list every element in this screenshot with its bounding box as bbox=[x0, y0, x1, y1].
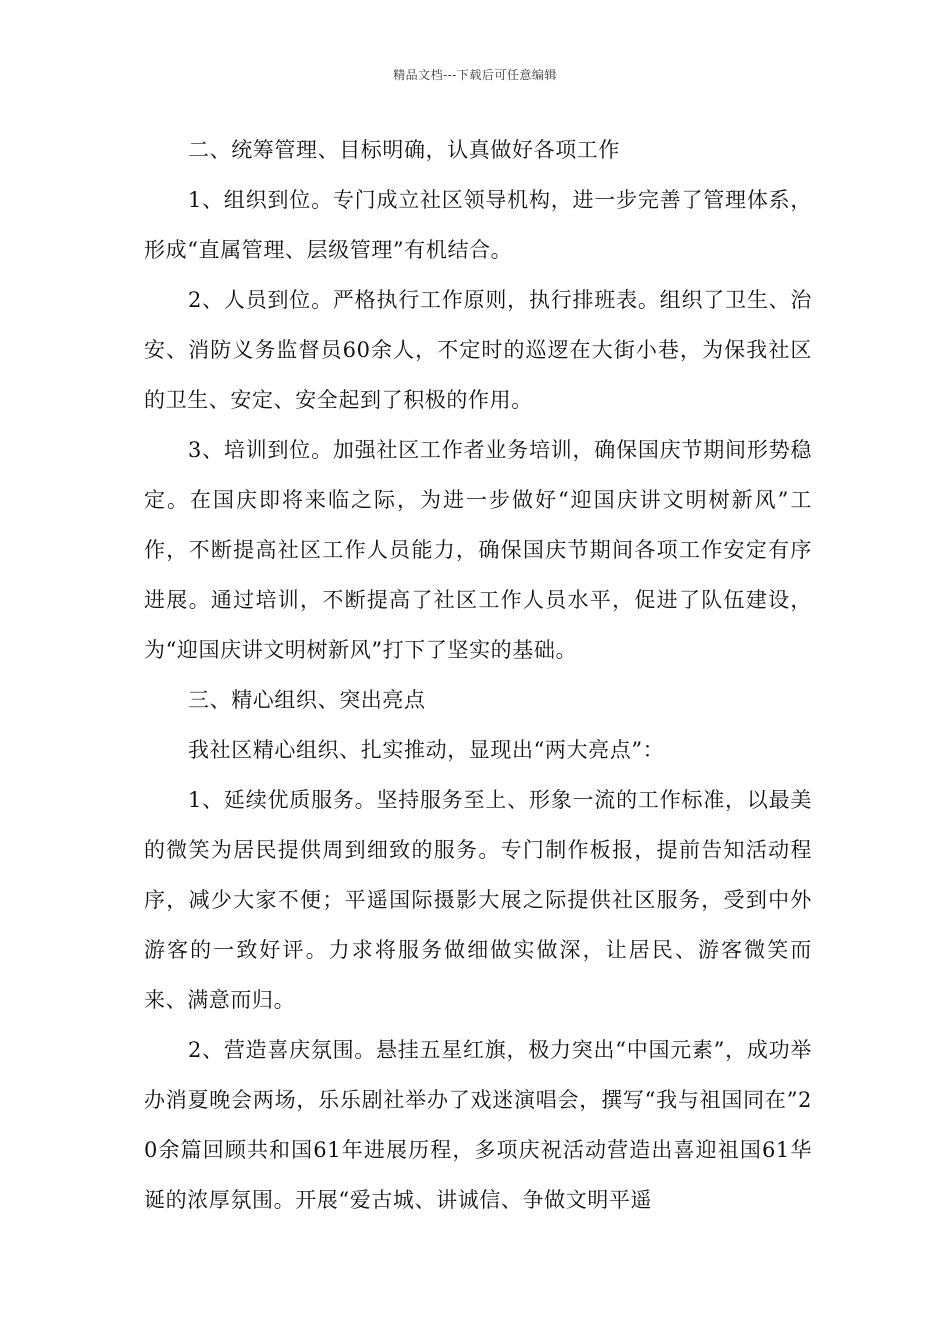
paragraph-organization: 1、组织到位。专门成立社区领导机构，进一步完善了管理体系，形成“直属管理、层级管理”有机结合。 bbox=[144, 188, 812, 262]
paragraph-personnel: 2、人员到位。严格执行工作原则，执行排班表。组织了卫生、治安、消防义务监督员60余人，不定时的巡逻在大街小巷，为保我社区的卫生、安定、安全起到了积极的作用。 bbox=[144, 288, 812, 412]
page-header: 精品文档---下载后可任意编辑 bbox=[393, 68, 557, 82]
paragraph-atmosphere: 2、营造喜庆氛围。悬挂五星红旗，极力突出“中国元素”，成功举办消夏晚会两场，乐乐剧社举办了戏迷演唱会，撰写“我与祖国同在”20余篇回顾共和国61年进展历程，多项庆祝活动营造出喜迎祖国61华诞的浓厚氛围。开展“爱古城、讲诚信、争做文明平遥 bbox=[144, 1038, 812, 1212]
section-heading-2: 二、统筹管理、目标明确，认真做好各项工作 bbox=[188, 138, 620, 162]
document-body bbox=[144, 125, 812, 1225]
paragraph-highlights-intro: 我社区精心组织、扎实推动，显现出“两大亮点”： bbox=[188, 738, 665, 762]
paragraph-training: 3、培训到位。加强社区工作者业务培训，确保国庆节期间形势稳定。在国庆即将来临之际，为进一步做好“迎国庆讲文明树新风”工作，不断提高社区工作人员能力，确保国庆节期间各项工作安定有序进展。通过培训，不断提高了社区工作人员水平，促进了队伍建设，为“迎国庆讲文明树新风”打下了坚实的基础。 bbox=[144, 438, 812, 662]
paragraph-service: 1、延续优质服务。坚持服务至上、形象一流的工作标准，以最美的微笑为居民提供周到细致的服务。专门制作板报，提前告知活动程序，减少大家不便；平遥国际摄影大展之际提供社区服务，受到中外游客的一致好评。力求将服务做细做实做深，让居民、游客微笑而来、满意而归。 bbox=[144, 788, 812, 1012]
section-heading-3: 三、精心组织、突出亮点 bbox=[188, 688, 426, 712]
